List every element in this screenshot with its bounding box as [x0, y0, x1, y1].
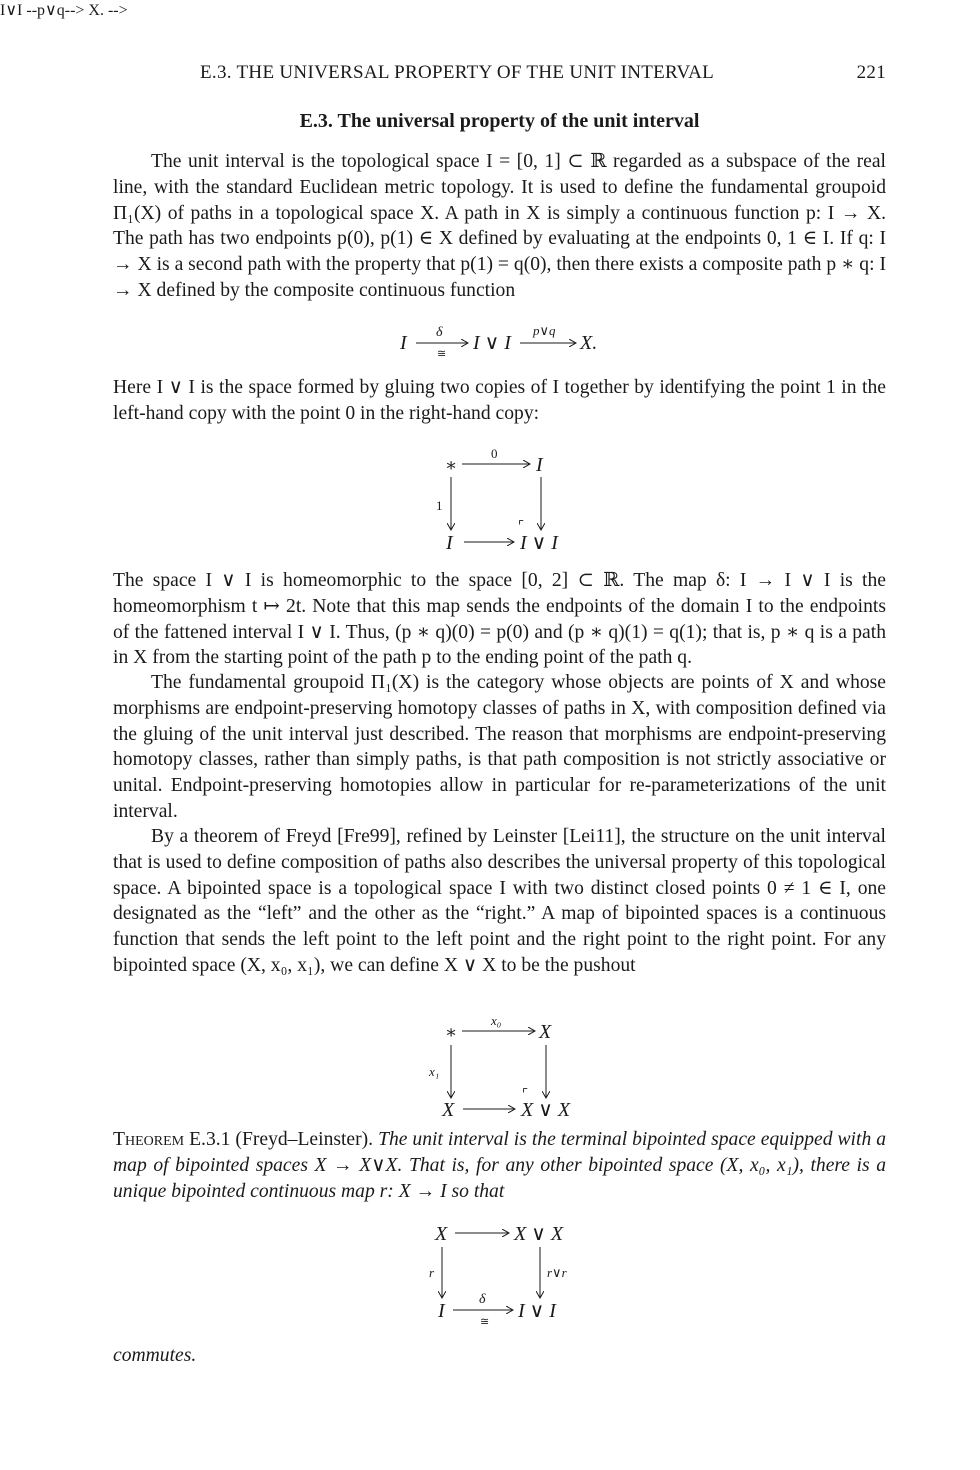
diagram1-target: X. [580, 332, 598, 354]
running-head-title: E.3. THE UNIVERSAL PROPERTY OF THE UNIT INTERVAL [200, 62, 715, 83]
paragraph-wedge [113, 375, 886, 427]
diagram1-source: I [400, 332, 407, 354]
paragraph-fundamental-groupoid [113, 670, 886, 825]
diagram4-left-arrow-label: r [429, 1265, 435, 1280]
paragraph-text: The fundamental groupoid Π₁(X) is the category whose objects are points of X and whose morphisms are endpoint-preserving homotopy classes of paths in X, with composition defined via the gluing of the unit interval just described. The reason that morphisms are endpoint-preserving homotopy classes, rather than simply paths, is that path composition is not strictly associative or unital. Endpoint-preserving homotopies allow in particular for re-parameterizations of the unit interval. [113, 672, 886, 822]
composite-path-diagram [380, 320, 620, 360]
diagram4-right-arrow-label: r∨r [547, 1265, 567, 1280]
terminal-map-diagram [425, 1212, 595, 1332]
diagram3-left-arrow-label: x₁ [429, 1064, 440, 1079]
diagram4-top-left: X [435, 1223, 448, 1245]
paragraph-homeomorphism [113, 568, 886, 671]
paragraph-freyd [113, 824, 886, 979]
diagram4-bottom-arrow-sub: ≅ [480, 1316, 490, 1328]
closing-word: commutes. [113, 1345, 197, 1366]
diagram1-arrow2-label: p∨q [533, 323, 556, 338]
diagram3-bottom-left: X [442, 1099, 455, 1121]
diagram4-top-right: X ∨ X [514, 1223, 564, 1245]
paragraph-text: The space I ∨ I is homeomorphic to the space [0, 2] ⊂ ℝ. The map δ: I → I ∨ I is the homeomorphism t ↦ 2t. Note that this map sends the endpoints of the domain I to the endpoints of the fattened interval I ∨ I. Thus, (p ∗ q)(0) = p(0) and (p ∗ q)(1) = q(1); that is, p ∗ q is a path in X from the starting point of the path p to the ending point of the path q. [113, 570, 886, 669]
theorem-body: The unit interval is the terminal bipointed space equipped with a map of bipointed spaces X → X∨X. That is, for any other bipointed space (X, x₀, x₁), there is a unique bipointed continuous map r: X → I so that [113, 1129, 887, 1202]
diagram2-corner: ⌜ [518, 518, 525, 533]
diagram3-bottom-right: X ∨ X [521, 1099, 571, 1121]
theorem-head: Theorem [113, 1129, 185, 1150]
diagram4-bottom-arrow-label: δ [479, 1292, 486, 1307]
diagram2-top-arrow-label: 0 [491, 446, 498, 461]
diagram1-arrow1-label: δ [436, 325, 443, 340]
running-head [200, 62, 886, 88]
diagram2-left-arrow-label: 1 [436, 498, 443, 513]
paragraph-unit-interval [113, 149, 886, 304]
diagram3-top-left: ∗ [445, 1022, 458, 1042]
theorem-freyd-leinster [113, 1127, 886, 1204]
diagram2-bottom-right: I ∨ I [520, 532, 558, 554]
diagram1-arrow1-sub: ≅ [437, 348, 447, 360]
page-number: 221 [856, 62, 886, 83]
theorem-number: E.3.1 [189, 1129, 231, 1150]
paragraph-text: Here I ∨ I is the space formed by gluing two copies of I together by identifying the point 1 in the left-hand copy with the point 0 in the right-hand copy: [113, 377, 886, 424]
diagram3-top-arrow-label: x₀ [491, 1013, 502, 1028]
paragraph-text: By a theorem of Freyd [Fre99], refined by Leinster [Lei11], the structure on the unit interval that is used to define composition of paths also describes the universal property of this topological space. A bipointed space is a topological space I with two distinct closed points 0 ≠ 1 ∈ I, one designated as the “left” and the other as the “right.” A map of bipointed spaces is a continuous function that sends the left point to the left point and the right point to the right point. For any bipointed space (X, x₀, x₁), we can define X ∨ X to be the pushout [113, 826, 886, 976]
bipointed-pushout-diagram [425, 1010, 585, 1125]
diagram4-bottom-right: I ∨ I [518, 1300, 556, 1322]
diagram1-middle: I ∨ I [473, 332, 511, 354]
closing-text [113, 1343, 886, 1369]
paragraph-text: The unit interval is the topological space I = [0, 1] ⊂ ℝ regarded as a subspace of the real line, with the standard Euclidean metric topology. It is used to define the fundamental groupoid Π₁(X) of paths in a topological space X. A path in X is simply a continuous function p: I → X. The path has two endpoints p(0), p(1) ∈ X defined by evaluating at the endpoints 0, 1 ∈ I. If q: I → X is a second path with the property that p(1) = q(0), then there exists a composite path p ∗ q: I → X defined by the composite continuous function [113, 151, 886, 301]
diagram2-top-right: I [536, 454, 543, 476]
section-title: E.3. The universal property of the unit interval [299, 110, 700, 132]
diagram2-bottom-left: I [446, 532, 453, 554]
diagram2-top-left: ∗ [445, 455, 458, 475]
diagram3-top-right: X [539, 1021, 552, 1043]
diagram4-bottom-left: I [438, 1300, 445, 1322]
theorem-attribution: (Freyd–Leinster). [235, 1129, 374, 1150]
diagram3-corner: ⌜ [522, 1086, 529, 1101]
wedge-pushout-diagram [430, 445, 580, 555]
